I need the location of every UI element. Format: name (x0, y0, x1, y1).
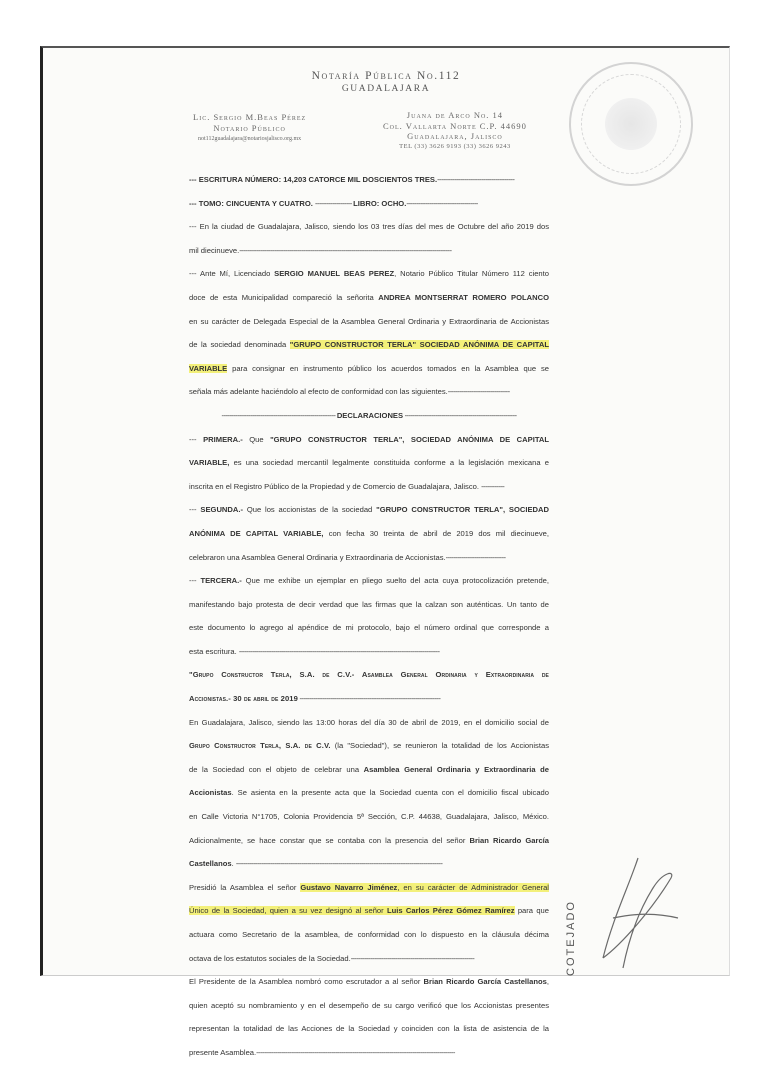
deed-line (189, 829, 549, 853)
notary-name: Lic. Sergio M.Beas Pérez (193, 112, 307, 122)
text-span: Brian Ricardo García (469, 835, 549, 845)
text-span: -------------------------------------------------------------------------------------------------------- (238, 646, 440, 656)
text-span: --- En la ciudad de Guadalajara, Jalisco, siendo los 03 tres días del mes de Octubre del año 2019 dos (189, 222, 549, 232)
deed-line (189, 1041, 549, 1065)
deed-line (189, 262, 549, 286)
address-line-3: Guadalajara, Jalisco (407, 131, 503, 141)
text-span: ANÓNIMA DE CAPITAL VARIABLE, (189, 528, 324, 538)
notary-phones: TEL (33) 3626 9193 (33) 3626 9243 (399, 142, 511, 150)
text-span: representan la totalidad de las Acciones de la Sociedad y coinciden con la lista de asistencia de la (189, 1024, 549, 1034)
text-span: VARIABLE, (189, 458, 230, 468)
text-span: El Presidente de la Asamblea nombró como escrutador a al señor (189, 977, 424, 987)
deed-line (189, 380, 549, 404)
text-span: octava de los estatutos sociales de la Sociedad. (189, 953, 351, 963)
text-span: ---------------------------------------------------------------- (350, 953, 475, 963)
text-span: con fecha 30 treinta de abril de 2019 dos mil diecinueve, (323, 528, 550, 538)
text-span: DECLARACIONES (336, 410, 404, 420)
notary-identity (193, 112, 306, 145)
deed-line (189, 522, 549, 546)
deed-line (189, 923, 549, 947)
text-span: Accionistas (189, 788, 232, 798)
deed-line (189, 970, 549, 994)
text-span: Castellanos (189, 859, 232, 869)
text-span: ------------ (481, 481, 505, 491)
text-span: quien aceptó su nombramiento y en el desempeño de su cargo verificó que los Accionistas presentes (189, 1000, 549, 1010)
text-span: señala más adelante haciéndolo al efecto de conformidad con las siguientes. (189, 387, 448, 397)
deed-line (189, 711, 549, 735)
text-span: , en su carácter de Administrador General (397, 882, 549, 892)
text-span: para consignar en instrumento público los acuerdos tomados en la Asamblea que se (227, 363, 549, 373)
text-span: --- (189, 576, 201, 586)
deed-line (189, 192, 549, 216)
deed-line (189, 687, 549, 711)
deed-line (189, 286, 549, 310)
text-span: . (231, 859, 236, 869)
deed-line (189, 546, 549, 570)
deed-line (189, 663, 549, 687)
text-span: Que los accionistas de la sociedad (243, 505, 377, 515)
text-span: ------------------------------------------------------------------------- (297, 694, 441, 704)
deed-line (189, 947, 549, 971)
text-span: LIBRO: OCHO. (353, 198, 407, 208)
text-span: Accionistas.- 30 de abril de 2019 (189, 694, 298, 704)
text-span: , (546, 977, 550, 987)
text-span: de la sociedad denominada (189, 340, 290, 350)
handwritten-signature (583, 848, 683, 978)
deed-line (189, 1017, 549, 1041)
deed-line (189, 168, 549, 192)
text-span: de la Sociedad con el objeto de celebrar una (189, 764, 364, 774)
text-span: ------------------- (315, 198, 354, 208)
deed-line (189, 428, 549, 452)
notary-header (43, 70, 729, 94)
text-span: Que me exhibe un ejemplar en pliego suelto del acta cuya protocolización pretende, (241, 576, 549, 586)
address-line-2: Col. Vallarta Norte C.P. 44690 (383, 120, 527, 131)
deed-line (189, 593, 549, 617)
notary-city: GUADALAJARA (341, 84, 431, 94)
text-span: ----------------------------------------------------------------------------------------------------------- (235, 859, 443, 869)
deed-line (189, 451, 549, 475)
deed-line (189, 852, 549, 876)
deed-line (189, 475, 549, 499)
text-span: PRIMERA.- (203, 434, 250, 444)
text-span: , Notario Público Titular Número 112 ciento (394, 269, 549, 279)
text-span: actuara como Secretario de la asamblea, de conformidad con lo dispuesto en la cláusula décima (189, 930, 549, 939)
text-span: Único de la Sociedad, quien a su vez designó al señor (189, 906, 387, 916)
deed-line (189, 215, 549, 239)
text-span: "Grupo Constructor Terla, S.A. de C.V.- Asamblea General Ordinaria y Extraordinaria de (189, 670, 549, 680)
deed-line (189, 640, 549, 664)
notary-title: Notaría Pública No.112 (311, 70, 461, 82)
deed-line (189, 876, 549, 900)
address-line-1: Juana de Arco No. 14 (406, 110, 504, 120)
text-span: ---------------------------------------- (437, 175, 515, 184)
text-span: ------------------------------- (445, 552, 506, 562)
deed-line (189, 310, 549, 334)
text-span: En Guadalajara, Jalisco, siendo las 13:00 horas del día 30 de abril de 2019, en el domicilio social de (189, 717, 549, 727)
text-span: --- (189, 505, 201, 515)
text-span: doce de esta Municipalidad compareció la señorita (189, 292, 379, 302)
text-span: --- ESCRITURA NÚMERO: 14,203 CATORCE MIL DOSCIENTOS TRES. (189, 175, 438, 184)
text-span: manifestando bajo protesta de decir verdad que las firmas que la calzan son auténticas. Un tanto de (189, 599, 549, 609)
deed-line (189, 333, 549, 357)
deed-line (189, 239, 549, 263)
text-span: Luis Carlos Pérez Gómez Ramírez (386, 906, 515, 916)
deed-line (189, 734, 549, 758)
text-span: ----------------------------------------------------------- (221, 410, 337, 420)
text-span: presente Asamblea. (189, 1047, 257, 1057)
text-span: esta escritura. (189, 646, 239, 656)
text-span: es una sociedad mercantil legalmente constituida conforme a la legislación mexicana e (229, 458, 549, 468)
text-span: --- TOMO: CINCUENTA Y CUATRO. (189, 198, 315, 208)
notary-email: not112guadalajara@notariosjalisco.org.mx (198, 136, 302, 142)
text-span: -------------------------------------------------------------------------------------------------------------- (239, 245, 452, 255)
text-span: --- Ante Mí, Licenciado (189, 269, 275, 279)
text-span: SERGIO MANUEL BEAS PEREZ (274, 269, 395, 279)
text-span: Presidió la Asamblea el señor (189, 882, 301, 892)
text-span: en Calle Victoria N°1705, Colonia Providencia 5ª Sección, C.P. 44638, Guadalajara, Jalisco, México. (189, 812, 549, 822)
text-span: Gustavo Navarro Jiménez (300, 882, 398, 892)
text-span: --- (189, 434, 204, 444)
text-span: TERCERA.- (200, 576, 242, 586)
text-span: "GRUPO CONSTRUCTOR TERLA" SOCIEDAD ANÓNIMA DE CAPITAL (289, 340, 549, 350)
text-span: en su carácter de Delegada Especial de la Asamblea General Ordinaria y Extraordinaria de Accionistas (189, 316, 549, 326)
text-span: VARIABLE (189, 363, 228, 373)
text-span: ------------------------------------- (406, 198, 478, 208)
text-span: Asamblea General Ordinaria y Extraordinaria de (363, 764, 550, 774)
text-span: Brian Ricardo García Castellanos (423, 977, 547, 987)
deed-line (189, 899, 549, 923)
text-span: inscrita en el Registro Público de la Propiedad y de Comercio de Guadalajara, Jalisco. (189, 481, 482, 491)
text-span: ---------------------------------------------------------- (403, 410, 517, 420)
deed-text (189, 168, 549, 1065)
deed-line (189, 781, 549, 805)
text-span: "GRUPO CONSTRUCTOR TERLA", SOCIEDAD (376, 505, 549, 515)
text-span: mil diecinueve. (189, 245, 240, 255)
deed-line (189, 994, 549, 1018)
text-span: celebraron una Asamblea General Ordinaria y Extraordinaria de Accionistas. (189, 552, 446, 562)
notary-role: Notario Público (213, 123, 286, 133)
text-span: SEGUNDA.- (200, 505, 244, 515)
text-span: . Se asienta en la presente acta que la Sociedad cuenta con el domicilio fiscal ubicado (231, 788, 549, 798)
deed-line (189, 404, 549, 428)
text-span: ANDREA MONTSERRAT ROMERO POLANCO (378, 292, 549, 302)
text-span: este documento lo agrego al apéndice de mi protocolo, bajo el número ordinal que corresponde a (189, 623, 549, 633)
deed-line (189, 357, 549, 381)
text-span: (la "Sociedad"), se reunieron la totalidad de los Accionistas (330, 741, 549, 751)
text-span: ------------------------------------------------------------------------------------------------------- (256, 1047, 455, 1057)
text-span: Grupo Constructor Terla, S.A. de C.V. (189, 741, 331, 751)
deed-line (189, 616, 549, 640)
scanned-page (40, 46, 730, 1057)
text-span: -------------------------------- (447, 387, 510, 397)
deed-line (189, 569, 549, 593)
cotejado-label: COTEJADO (564, 900, 577, 976)
text-span: Adicionalmente, se hace constar que se contaba con la presencia del señor (189, 835, 470, 845)
text-span: para que (514, 906, 549, 916)
deed-line (189, 498, 549, 522)
deed-line (189, 805, 549, 829)
text-span: Que (249, 434, 271, 444)
notary-address (383, 110, 527, 152)
deed-line (189, 758, 549, 782)
text-span: "GRUPO CONSTRUCTOR TERLA", SOCIEDAD ANÓNIMA DE CAPITAL (270, 434, 550, 444)
